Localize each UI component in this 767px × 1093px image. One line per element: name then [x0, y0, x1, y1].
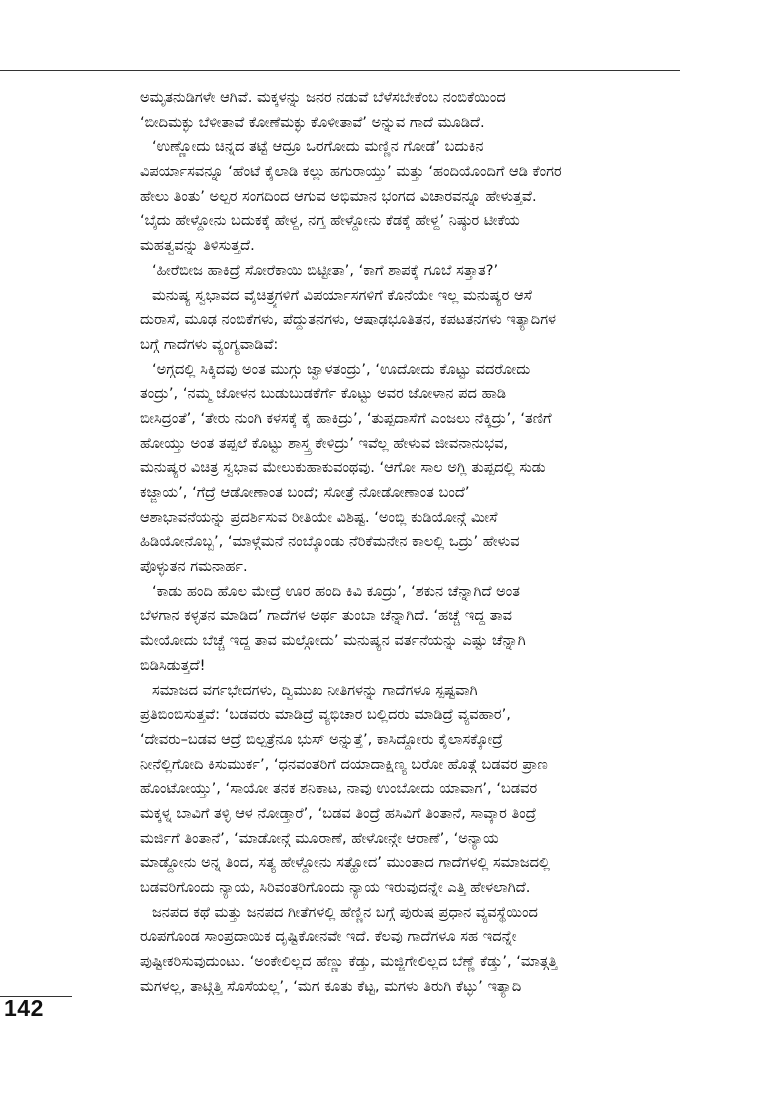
text-line: ವಿಪರ್ಯಾಸವನ್ನೂ ‘ಹೆಂಟೆ ಕೈಲಾಡಿ ಕಲ್ಲು ಹಗುರಾಯ್ತು’ ಮತ್ತು ‘ಹಂದಿಯೊಂದಿಗೆ ಆಡಿ ಕೆಂಗರ — [140, 163, 562, 181]
text-line: ಹೇಲು ತಿಂತು’ ಅಲ್ಪರ ಸಂಗದಿಂದ ಆಗುವ ಅಭಿಮಾನ ಭಂಗದ ವಿಚಾರವನ್ನೂ ಹೇಳುತ್ತವೆ. — [140, 187, 537, 205]
text-line: ಕಜ್ಜಾಯ’, ‘ಗೆದ್ರೆ ಆಡೋಣಾಂತ ಬಂದೆ; ಸೋತ್ರೆ ನೋಡೋಣಾಂತ ಬಂದೆ’ — [140, 484, 470, 501]
text-line: ಸಮಾಜದ ವರ್ಗಭೇದಗಳು, ದ್ವಿಮುಖ ನೀತಿಗಳನ್ನು ಗಾದೆಗಳೂ ಸ್ಪಷ್ಟವಾಗಿ — [152, 681, 478, 699]
text-line: ಬಗ್ಗೆ ಗಾದೆಗಳು ವ್ಯಂಗ್ಯವಾಡಿವೆ: — [140, 335, 279, 353]
text-line: ರೂಪಗೊಂಡ ಸಾಂಪ್ರದಾಯಿಕ ದೃಷ್ಟಿಕೋನವೇ ಇದೆ. ಕೆಲವು ಗಾದೆಗಳೂ ಸಹ ಇದನ್ನೇ — [140, 928, 517, 946]
text-line: ಮಕ್ಕಳ್ನ ಬಾವಿಗೆ ತಳ್ಳಿ ಆಳ ನೋಡ್ತಾರೆ’, ‘ಬಡವ ತಿಂದ್ರೆ ಹಸಿವಿಗೆ ತಿಂತಾನೆ, ಸಾವ್ಕಾರ ತಿಂದ್ರೆ — [140, 804, 537, 822]
text-line: ಮಹತ್ವವನ್ನು ತಿಳಿಸುತ್ತದೆ. — [140, 237, 255, 255]
text-line: ಆಶಾಭಾವನೆಯನ್ನು ಪ್ರದರ್ಶಿಸುವ ರೀತಿಯೇ ವಿಶಿಷ್ಟ. ‘ಅಂಬ್ಲಿ ಕುಡಿಯೋನ್ಗೆ ಮೀಸೆ — [140, 508, 498, 526]
text-line: ಜನಪದ ಕಥೆ ಮತ್ತು ಜನಪದ ಗೀತೆಗಳಲ್ಲಿ ಹೆಣ್ಣಿನ ಬಗ್ಗೆ ಪುರುಷ ಪ್ರಧಾನ ವ್ಯವಸ್ಥೆಯಿಂದ — [152, 903, 538, 921]
text-line: ಮಗಳಲ್ಲ, ತಾಟ್ಗಿತ್ತಿ ಸೊಸೆಯಲ್ಲ’, ‘ಮಗ ಕೂತು ಕೆಟ್ಟ, ಮಗಳು ತಿರುಗಿ ಕೆಟ್ಳು’ ಇತ್ಯಾದಿ — [140, 977, 522, 995]
header-rule — [0, 70, 680, 71]
text-line: ಬಡವರಿಗೊಂದು ನ್ಯಾಯ, ಸಿರಿವಂತರಿಗೊಂದು ನ್ಯಾಯ ಇರುವುದನ್ನೇ ಎತ್ತಿ ಹೇಳಲಾಗಿದೆ. — [140, 879, 531, 896]
text-line: ‘ಉಣ್ಣೋದು ಚಿನ್ನದ ತಟ್ಟೆ ಆದ್ರೂ ಒರಗೋದು ಮಣ್ಣಿನ ಗೋಡೆ’ ಬದುಕಿನ — [152, 138, 484, 156]
text-line: ‘ಕಾಡು ಹಂದಿ ಹೊಲ ಮೇದ್ರೆ ಊರ ಹಂದಿ ಕಿವಿ ಕೂದ್ರು’, ‘ಶಕುನ ಚೆನ್ನಾಗಿದೆ ಅಂತ — [152, 582, 521, 600]
text-line: ‘ದೇವರು–ಬಡವ ಆದ್ರೆ ಬಿಲ್ಪತ್ರೆನೂ ಭುಸ್ ಅನ್ನುತ್ತೆ’, ಕಾಸಿದ್ದೋರು ಕೈಲಾಸಕ್ಕೋದ್ರೆ — [140, 730, 503, 748]
text-line: ‘ಬೈದು ಹೇಳ್ದೋನು ಬದುಕಕ್ಕೆ ಹೇಳ್ದ, ನಗ್ತ ಹೇಳ್ದೋನು ಕೆಡಕ್ಕೆ ಹೇಳ್ದ’ ನಿಷ್ಠುರ ಟೀಕೆಯ — [140, 212, 520, 230]
text-line: ಬೀಸಿದ್ರಂತೆ’, ‘ತೇರು ನುಂಗಿ ಕಳಸಕ್ಕೆ ಕೈ ಹಾಕಿದ್ರು’, ‘ತುಪ್ಪದಾಸೆಗೆ ಎಂಜಲು ನೆಕ್ಕಿದ್ರು’, ‘ತಣಿಗೆ — [140, 409, 552, 427]
text-line: ಬೆಳಗಾನ ಕಳ್ಳತನ ಮಾಡಿದ’ ಗಾದೆಗಳ ಅರ್ಥ ತುಂಬಾ ಚೆನ್ನಾಗಿದೆ. ‘ಹಚ್ಚೆ ಇದ್ದ ತಾವ — [140, 607, 513, 625]
text-line: ಮಾಡ್ದೋನು ಅನ್ನ ತಿಂದ, ಸತ್ಯ ಹೇಳ್ದೋನು ಸತ್ಹೋದ’ ಮುಂತಾದ ಗಾದೆಗಳಲ್ಲಿ ಸಮಾಜದಲ್ಲಿ — [140, 854, 551, 872]
text-line: ಮನುಷ್ಯರ ವಿಚಿತ್ರ ಸ್ವಭಾವ ಮೇಲುಕುಹಾಕುವಂಥವು. ‘ಆಗೋ ಸಾಲ ಅಗ್ಲಿ ತುಪ್ಪದಲ್ಲಿ ಸುಡು — [140, 459, 546, 477]
text-line: ಪ್ರತಿಬಿಂಬಿಸುತ್ತವೆ: ‘ಬಡವರು ಮಾಡಿದ್ರೆ ವ್ಯಭಿಚಾರ ಬಲ್ಲಿದರು ಮಾಡಿದ್ರೆ ವ್ಯವಹಾರ’, — [140, 706, 511, 724]
text-line: ‘ಹೀರೆಬೀಜ ಹಾಕಿದ್ರೆ ಸೋರೆಕಾಯಿ ಬಿಟ್ಟೀತಾ’, ‘ಕಾಗೆ ಶಾಪಕ್ಕೆ ಗೂಬೆ ಸತ್ತಾತ?’ — [152, 261, 499, 279]
text-line: ತಂದ್ರು’, ‘ನಮ್ಮ ಜೋಳನ ಬುಡುಬುಡಕೆರ್ಗೆ ಕೊಟ್ಟು ಅವರ ಜೋಳಾನ ಪದ ಹಾಡಿ — [140, 385, 507, 403]
text-line: ಹೊಂಟೋಯ್ತು’, ‘ಸಾಯೋ ತನಕ ಶನಿಕಾಟ, ನಾವು ಉಂಬೋದು ಯಾವಾಗ’, ‘ಬಡವರ — [140, 780, 538, 798]
text-line: ನೀನೆಲ್ಲಿಗೋದಿ ಕಿಸುಮುರ್ಕ’, ‘ಧನವಂತರಿಗೆ ದಯಾದಾಕ್ಷಿಣ್ಯ ಬರೋ ಹೊತ್ಗೆ ಬಡವರ ಪ್ರಾಣ — [140, 755, 548, 773]
text-line: ದುರಾಸೆ, ಮೂಢ ನಂಬಿಕೆಗಳು, ಪೆದ್ದುತನಗಳು, ಆಷಾಢಭೂತಿತನ, ಕಪಟತನಗಳು ಇತ್ಯಾದಿಗಳ — [140, 311, 557, 329]
text-line: ಪೊಳ್ಳುತನ ಗಮನಾರ್ಹ. — [140, 558, 248, 576]
text-line: ಅಮೃತನುಡಿಗಳೇ ಆಗಿವೆ. ಮಕ್ಕಳನ್ನು ಜನರ ನಡುವೆ ಬೆಳೆಸಬೇಕೆಂಬ ನಂಬಿಕೆಯಿಂದ — [140, 89, 506, 106]
text-line: ‘ಅಗ್ಗದಲ್ಲಿ ಸಿಕ್ಕಿದವು ಅಂತ ಮುಗ್ಗು ಜ್ವಾಳತಂದ್ರು’, ‘ಊದೋದು ಕೊಟ್ಟು ವದರೋದು — [152, 360, 531, 378]
text-line: ಹಿಡಿಯೋನೊಬ್ಬ’, ‘ಮಾಳ್ಗೆಮನೆ ನಂಬ್ಕೊಂಡು ನೆರಿಕೆಮನೇನ ಕಾಲಲ್ಲಿ ಒದ್ರು’ ಹೇಳುವ — [140, 533, 520, 551]
text-line: ಬಿಡಿಸಿಡುತ್ತದೆ! — [140, 656, 206, 674]
text-line: ಮರ್ಜಿಗೆ ತಿಂತಾನೆ’, ‘ಮಾಡೋನ್ಗೆ ಮೂರಾಣೆ, ಹೇಳೋನ್ಗೇ ಆರಾಣೆ’, ‘ಅನ್ಯಾಯ — [140, 829, 499, 847]
text-line: ‘ಬೀದಿಮಕ್ಳು ಬೆಳೀತಾವೆ ಕೋಣೆಮಕ್ಳು ಕೊಳೀತಾವೆ’ ಅನ್ನುವ ಗಾದೆ ಮೂಡಿದೆ. — [140, 113, 485, 131]
page-number: 142 — [4, 995, 44, 1021]
text-line: ಪುಷ್ಟೀಕರಿಸುವುದುಂಟು. ‘ಅಂಕೇಲಿಲ್ಲದ ಹೆಣ್ಣು ಕೆಡ್ತು, ಮಜ್ಜಿಗೇಲಿಲ್ಲದ ಬೆಣ್ಣೆ ಕೆಡ್ತು’, ‘ಮಾತ್ಗತ್ತಿ — [140, 953, 558, 971]
body-text — [140, 86, 680, 999]
text-line: ಮೇಯೋದು ಬೆಚ್ಚೆ ಇದ್ದ ತಾವ ಮಲ್ಗೋದು’ ಮನುಷ್ಯನ ವರ್ತನೆಯನ್ನು ಎಷ್ಟು ಚೆನ್ನಾಗಿ — [140, 632, 526, 650]
text-line: ಮನುಷ್ಯ ಸ್ವಭಾವದ ವೈಚಿತ್ರ್ಯಗಳಿಗೆ ವಿಪರ್ಯಾಸಗಳಿಗೆ ಕೊನೆಯೇ ಇಲ್ಲ ಮನುಷ್ಯರ ಆಸೆ — [152, 286, 532, 304]
text-line: ಹೋಯ್ತು ಅಂತ ತಪ್ಪಲೆ ಕೊಟ್ಟು ಶಾಸ್ತ್ರ ಕೇಳಿದ್ರು’ ಇವೆಲ್ಲ ಹೇಳುವ ಜೀವನಾನುಭವ, — [140, 434, 509, 452]
